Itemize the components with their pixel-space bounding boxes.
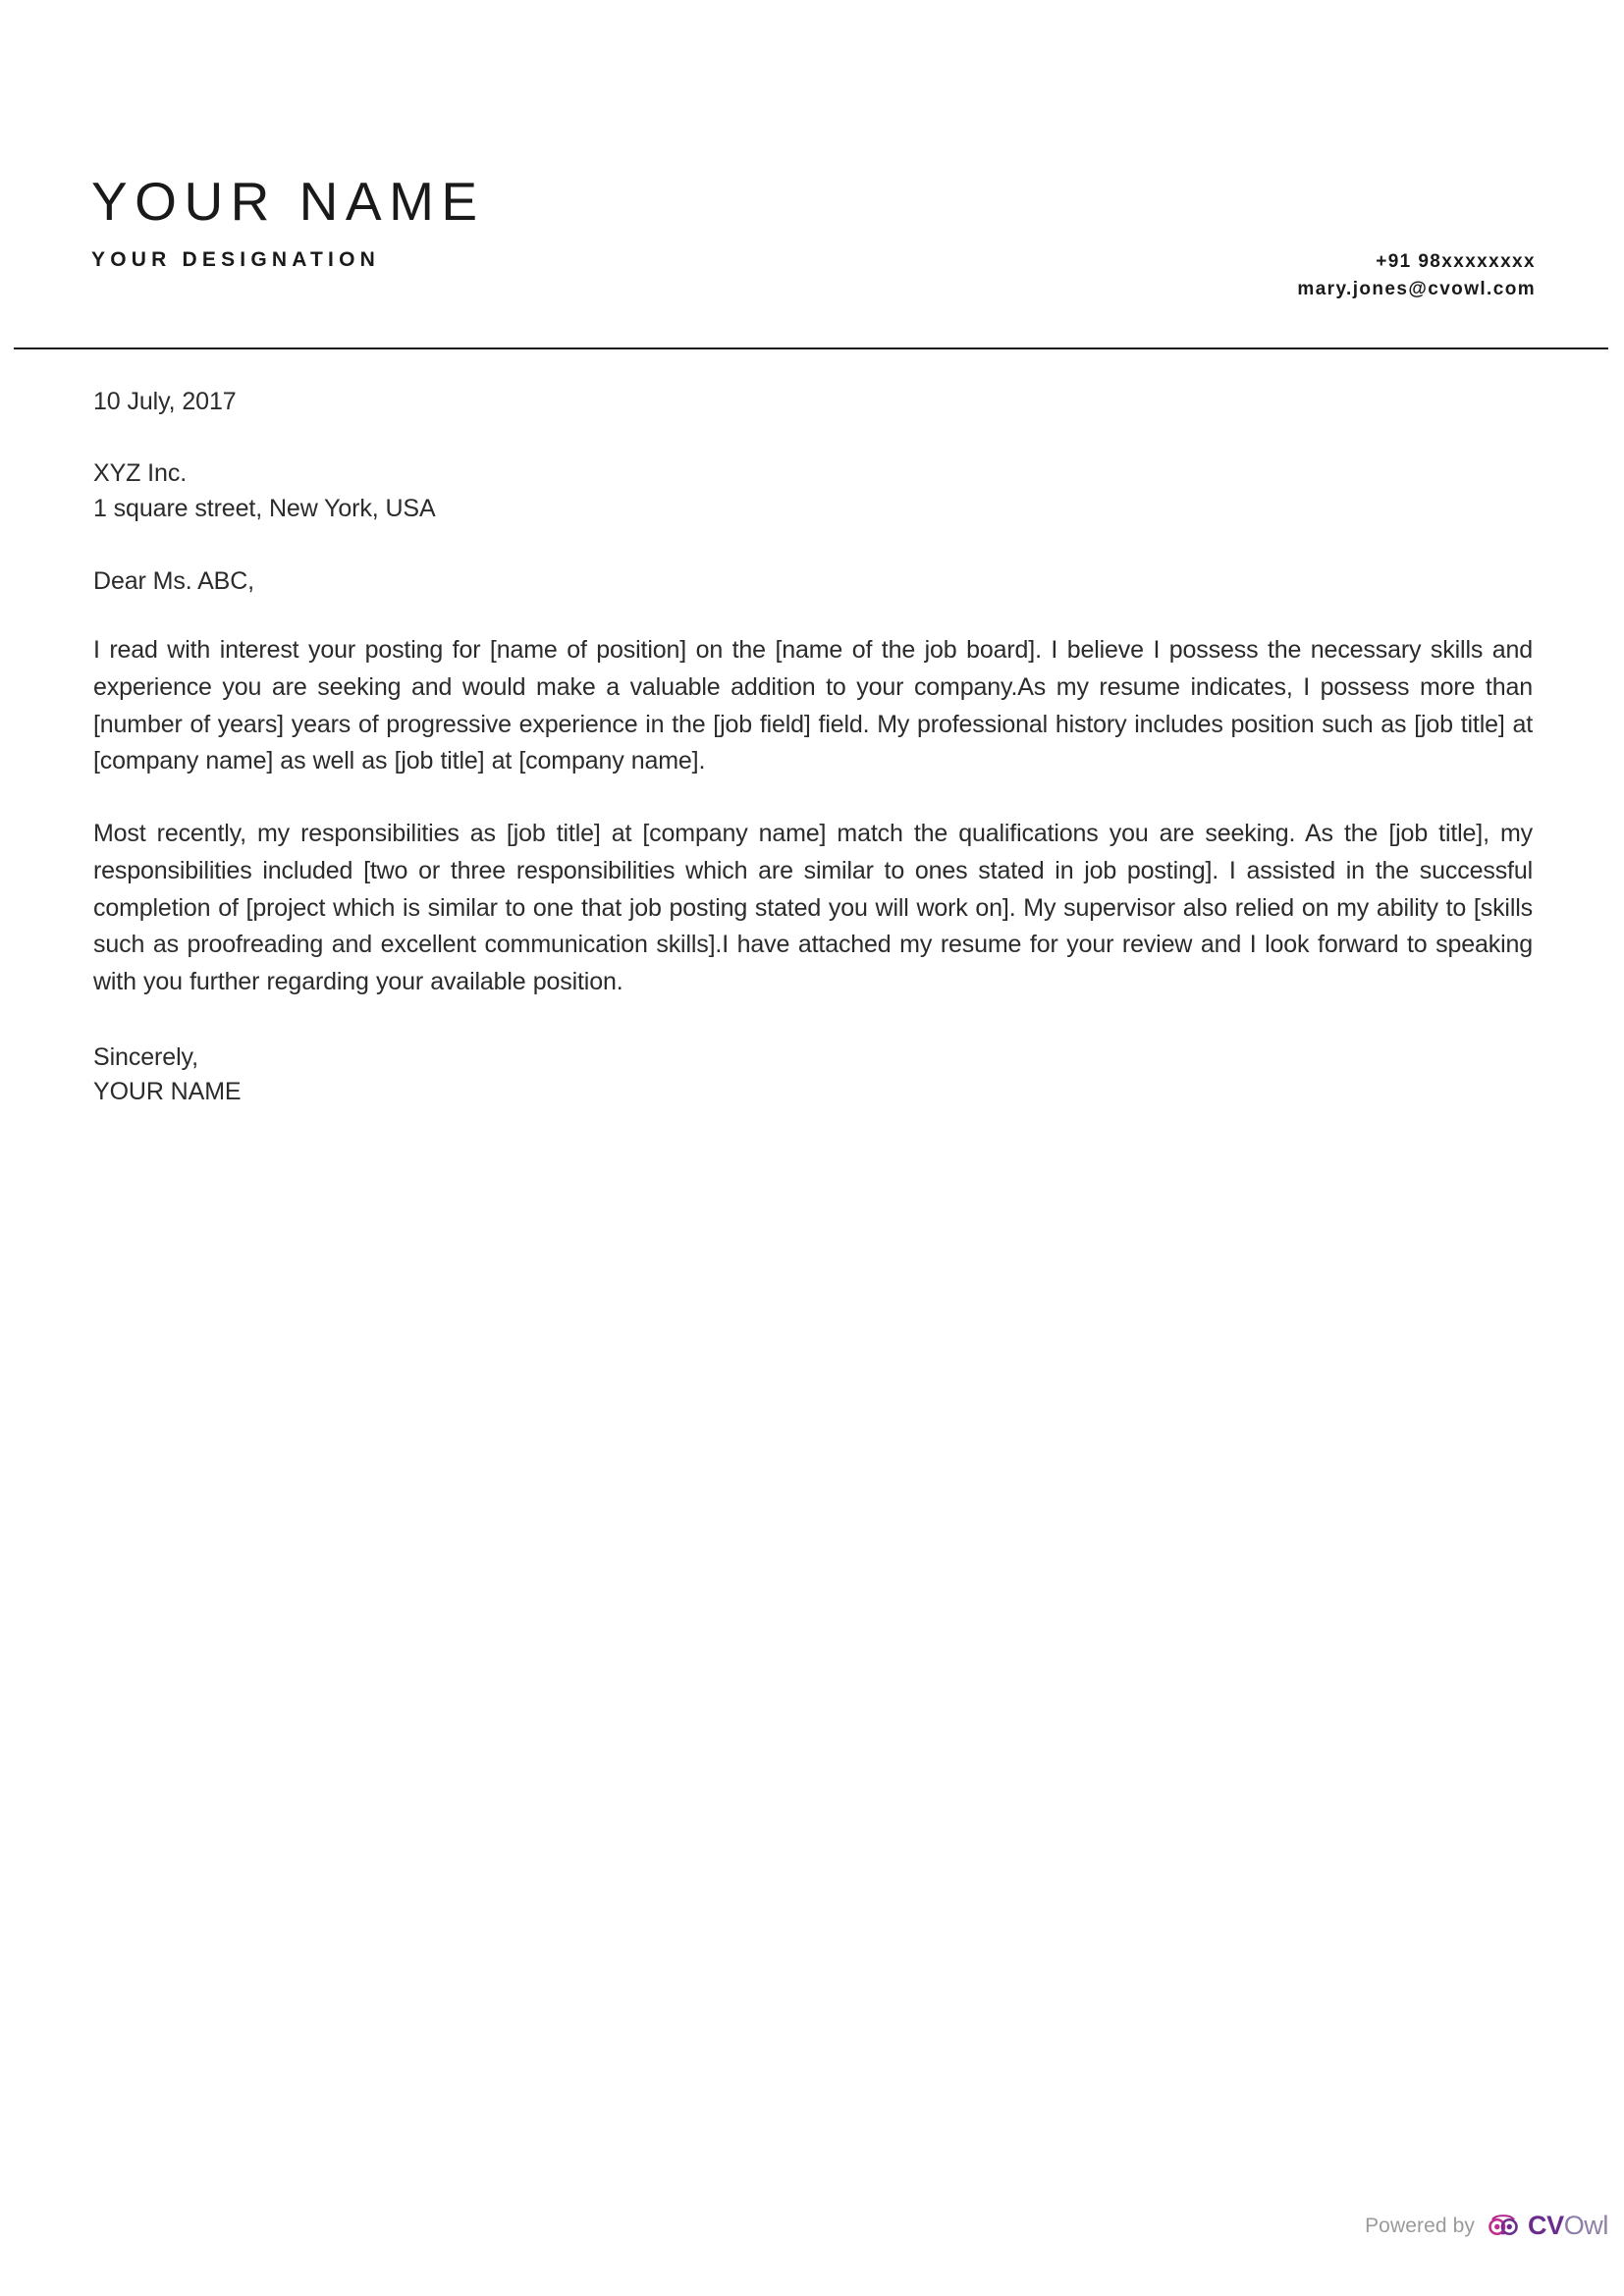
footer-attribution <box>1365 2213 1608 2239</box>
contact-block <box>1297 248 1536 302</box>
letter-date: 10 July, 2017 <box>93 388 237 415</box>
brand-name-cv: CV <box>1527 2211 1564 2240</box>
cvowl-logo <box>1486 2213 1608 2239</box>
header-identity-block <box>91 171 485 271</box>
letter-header <box>0 0 1624 349</box>
sign-off: Sincerely, <box>93 1042 198 1071</box>
powered-by-label: Powered by <box>1365 2215 1475 2237</box>
recipient-street-address: 1 square street, New York, USA <box>93 494 436 522</box>
recipient-company: XYZ Inc. <box>93 459 188 487</box>
recipient-address-block <box>93 456 1533 526</box>
signature-name: YOUR NAME <box>93 1078 242 1106</box>
page-title: YOUR NAME <box>91 171 485 232</box>
email-address: mary.jones@cvowl.com <box>1297 278 1536 299</box>
header-divider <box>14 347 1608 349</box>
body-paragraph-2: Most recently, my responsibilities as [job title] at [company name] match the qualifications you are seeking. As the [job title], my responsibilities included [two or three responsibilities which are similar to ones stated in job posting]. I assisted in the successful completion of [project which is similar to one that job posting stated you will work on]. My supervisor also relied on my ability to [skills such as proofreading and excellent communication skills].I have attached my resume for your review and I look forward to speaking with you further regarding your available position. <box>93 820 1533 995</box>
owl-icon <box>1486 2214 1521 2239</box>
phone-number: +91 98xxxxxxxx <box>1376 251 1536 272</box>
closing-block <box>93 1041 1533 1110</box>
body-paragraph-1: I read with interest your posting for [name of position] on the [name of the job board]. I believe I possess the necessary skills and experience you are seeking and would make a valuable addition to your company.As my resume indicates, I possess more than [number of years] years of progressive experience in the [job field] field. My professional history includes position such as [job title] at [company name] as well as [job title] at [company name]. <box>93 636 1533 775</box>
brand-name-owl: Owl <box>1563 2211 1608 2240</box>
designation-subtitle: YOUR DESIGNATION <box>91 248 380 271</box>
salutation: Dear Ms. ABC, <box>93 567 255 595</box>
letter-body <box>93 386 1533 1110</box>
